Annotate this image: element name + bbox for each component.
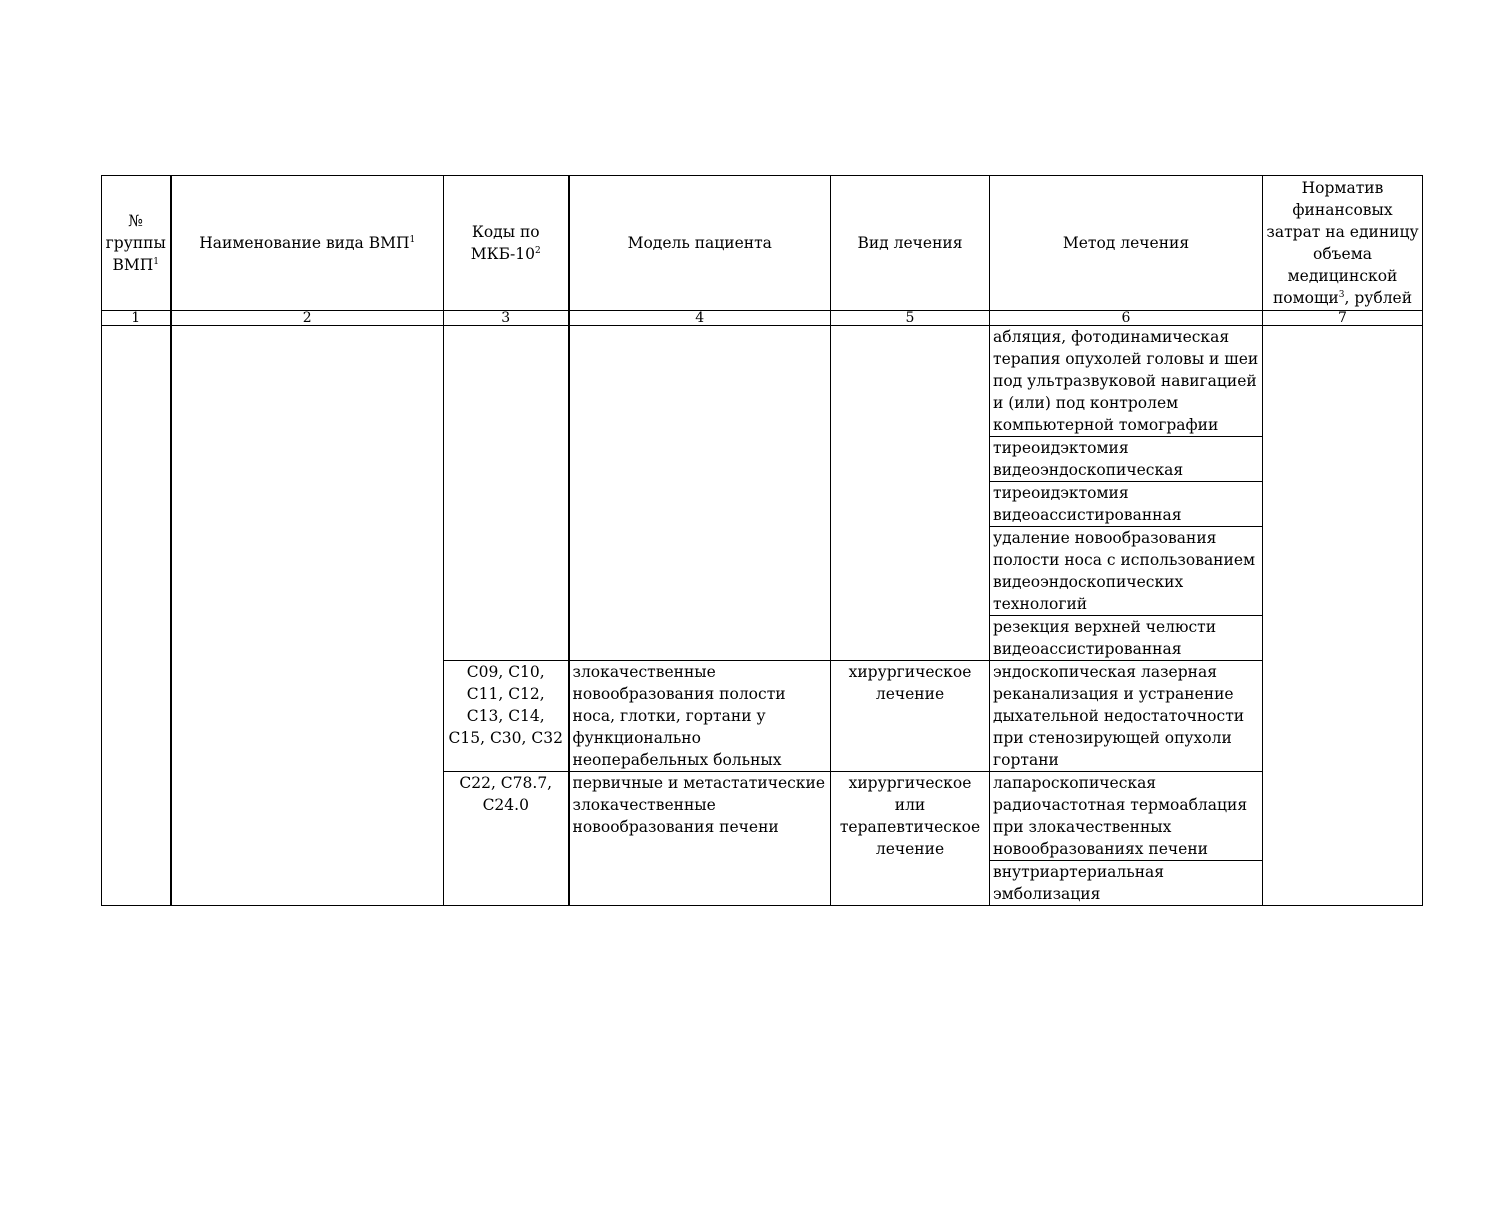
- header-row: [102, 176, 1423, 311]
- header-treatment-type: Вид лечения: [831, 176, 990, 311]
- header-cost-norm: Норматив финансовых затрат на единицу объема медицинской помощи$^3$, рублей: [1263, 176, 1423, 311]
- treatment-type-cell: хирургическое или терапевтическое лечение: [831, 772, 990, 906]
- column-number: 2: [171, 311, 444, 326]
- column-number: 5: [831, 311, 990, 326]
- treatment-method-cell: тиреоидэктомия видеоассистированная: [990, 482, 1263, 527]
- header-patient-model: Модель пациента: [569, 176, 831, 311]
- treatment-method-cell: внутриартериальная эмболизация: [990, 861, 1263, 906]
- header-group-number: № группы ВМП$^1$: [102, 176, 171, 311]
- icd-codes-cell: C09, C10, C11, C12, C13, C14, C15, C30, C32: [444, 661, 569, 772]
- icd-codes-cell: C22, C78.7, C24.0: [444, 772, 569, 906]
- treatment-method-cell: абляция, фотодинамическая терапия опухолей головы и шеи под ультразвуковой навигацией и (или) под контролем компьютерной томографии: [990, 326, 1263, 437]
- vmp-table: [101, 175, 1423, 906]
- patient-model-cell: [569, 326, 831, 661]
- cost-norm-cell: [1263, 326, 1423, 906]
- treatment-method-cell: тиреоидэктомия видеоэндоскопическая: [990, 437, 1263, 482]
- icd-codes-cell: [444, 326, 569, 661]
- patient-model-cell: первичные и метастатические злокачественные новообразования печени: [569, 772, 831, 906]
- group-number-cell: [102, 326, 171, 906]
- column-number: 4: [569, 311, 831, 326]
- treatment-method-cell: резекция верхней челюсти видеоассистированная: [990, 616, 1263, 661]
- column-number: 7: [1263, 311, 1423, 326]
- column-number: 3: [444, 311, 569, 326]
- vmp-name-cell: [171, 326, 444, 906]
- treatment-type-cell: хирургическое лечение: [831, 661, 990, 772]
- treatment-method-cell: удаление новообразования полости носа с использованием видеоэндоскопических технологий: [990, 527, 1263, 616]
- column-number-row: [102, 311, 1423, 326]
- column-number: 1: [102, 311, 171, 326]
- column-number: 6: [990, 311, 1263, 326]
- header-icd-codes: Коды по МКБ-$10^2$: [444, 176, 569, 311]
- header-treatment-method: Метод лечения: [990, 176, 1263, 311]
- header-vmp-name: Наименование вида ВМП$^1$: [171, 176, 444, 311]
- treatment-method-cell: лапароскопическая радиочастотная термоаблация при злокачественных новообразованиях печени: [990, 772, 1263, 861]
- patient-model-cell: злокачественные новообразования полости носа, глотки, гортани у функционально неоперабельных больных: [569, 661, 831, 772]
- treatment-type-cell: [831, 326, 990, 661]
- table-row: [102, 326, 1423, 437]
- treatment-method-cell: эндоскопическая лазерная реканализация и устранение дыхательной недостаточности при стенозирующей опухоли гортани: [990, 661, 1263, 772]
